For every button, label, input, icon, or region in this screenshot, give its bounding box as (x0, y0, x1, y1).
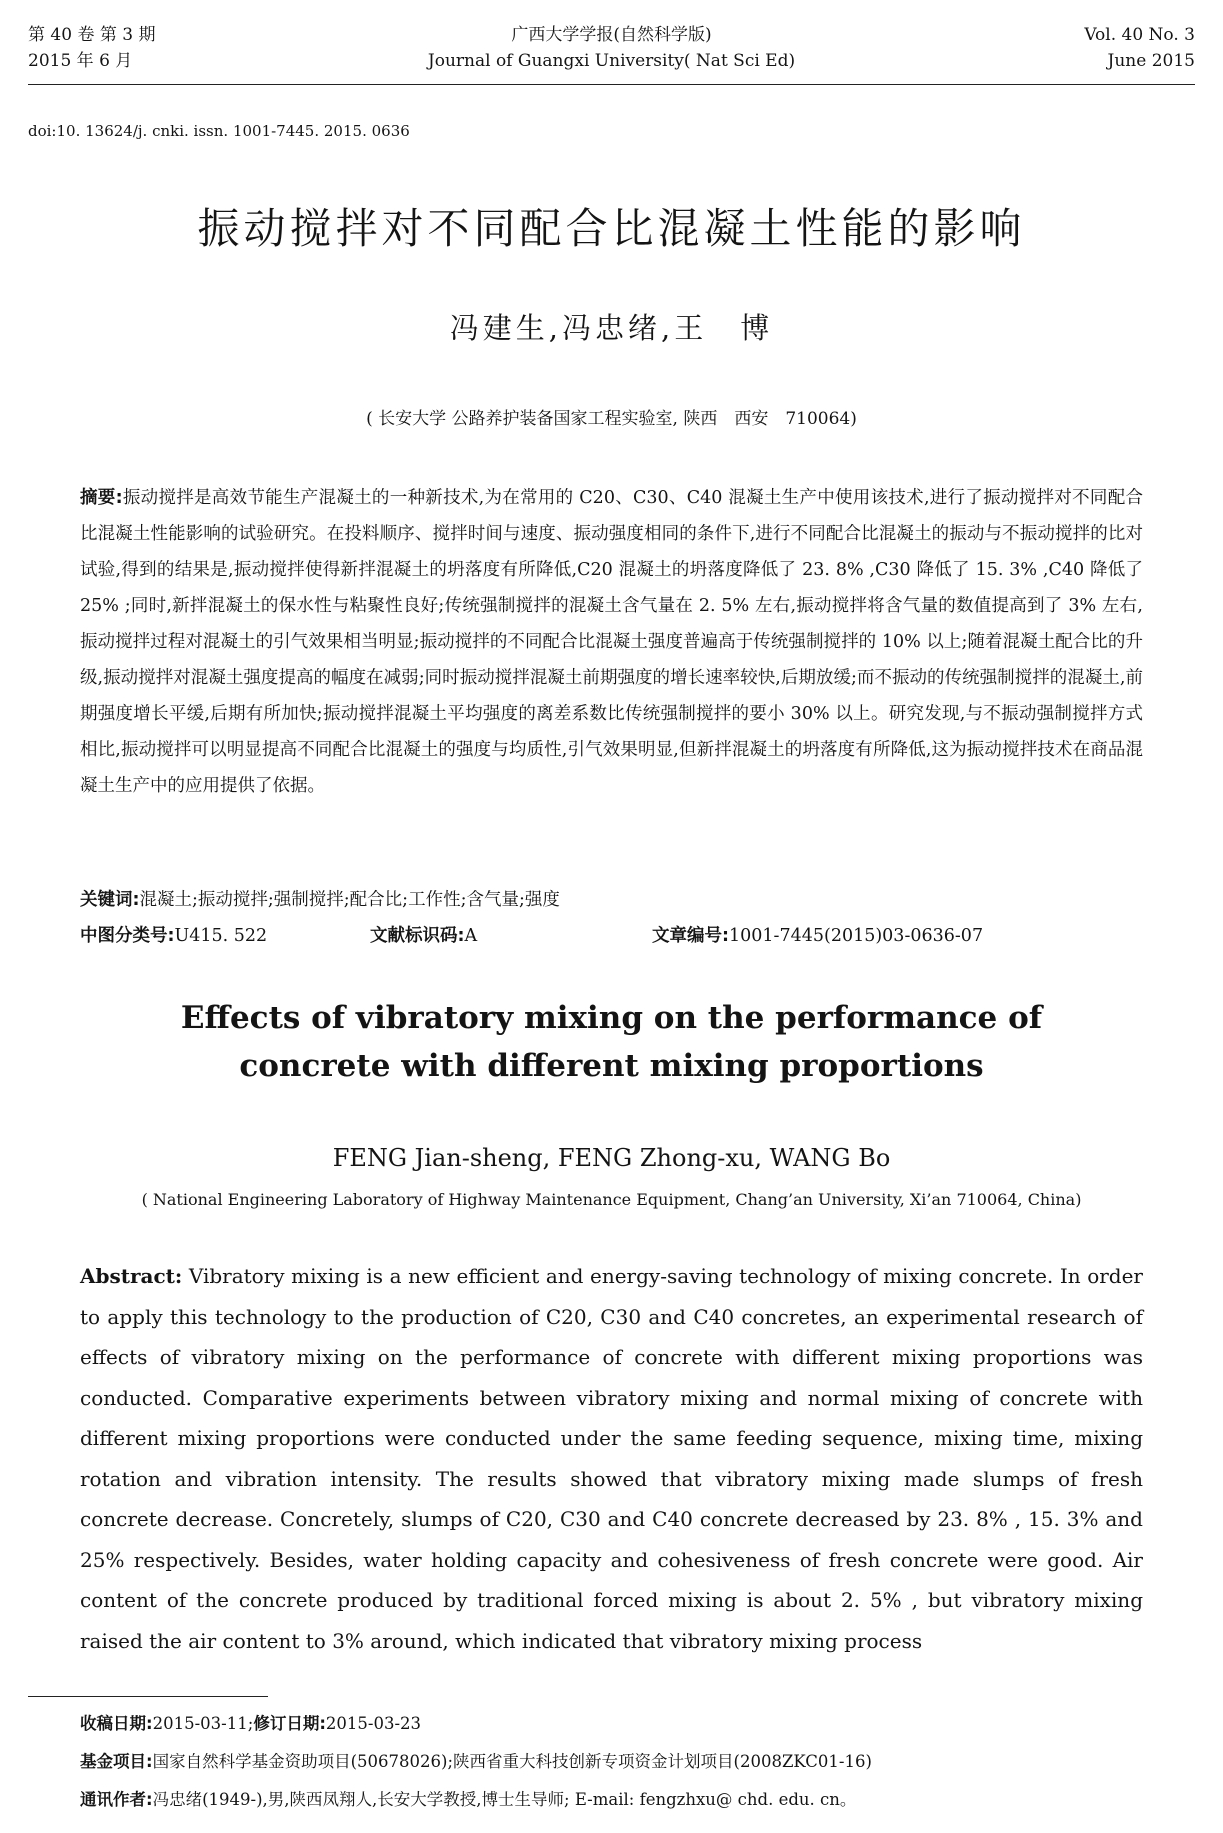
received-label: 收稿日期: (80, 1714, 153, 1733)
article-number (652, 922, 983, 947)
authors-cn: 冯建生,冯忠绪,王 博 (449, 311, 774, 345)
footnote-funding (80, 1748, 872, 1772)
header-divider (28, 84, 1195, 85)
keywords-cn-text: 混凝土;振动搅拌;强制搅拌;配合比;工作性;含气量;强度 (139, 890, 560, 910)
abstract-en-label: Abstract: (80, 1264, 183, 1288)
corr-value: 冯忠绪(1949-),男,陕西凤翔人,长安大学教授,博士生导师; E-mail: fengzhxu@ chd. edu. cn。 (152, 1790, 857, 1809)
clc-label: 中图分类号: (80, 926, 175, 946)
clc-value: U415. 522 (174, 926, 268, 946)
keywords-cn (80, 886, 560, 911)
volume-issue-cn: 第 40 卷 第 3 期 (28, 25, 156, 45)
authors-en: FENG Jian-sheng, FENG Zhong-xu, WANG Bo (332, 1144, 891, 1172)
fund-value: 国家自然科学基金资助项目(50678026);陕西省重大科技创新专项资金计划项目(2008ZKC01-16) (152, 1752, 872, 1771)
date-en: June 2015 (1107, 51, 1195, 71)
volume-issue-en: Vol. 40 No. 3 (1084, 25, 1195, 45)
footnote-dates (80, 1710, 421, 1734)
abstract-cn-text: 振动搅拌是高效节能生产混凝土的一种新技术,为在常用的 C20、C30、C40 混凝土生产中使用该技术,进行了振动搅拌对不同配合比混凝土性能影响的试验研究。在投料顺序、搅拌时间与速度、振动强度相同的条件下,进行不同配合比混凝土的振动与不振动搅拌的比对试验,得到的结果是,振动搅拌使得新拌混凝土的坍落度有所降低,C20 混凝土的坍落度降低了 23. 8% ,C30 降低了 15. 3% ,C40 降低了 25% ;同时,新拌混凝土的保水性与粘聚性良好;传统强制搅拌的混凝土含气量在 2. 5% 左右,振动搅拌将含气量的数值提高到了 3% 左右,振动搅拌过程对混凝土的引气效果相当明显;振动搅拌的不同配合比混凝土强度普遍高于传统强制搅拌的 10% 以上;随着混凝土配合比的升级,振动搅拌对混凝土强度提高的幅度在减弱;同时振动搅拌混凝土前期强度的增长速率较快,后期放缓;而不振动的传统强制搅拌的混凝土,前期强度增长平缓,后期有所加快;振动搅拌混凝土平均强度的离差系数比传统强制搅拌的要小 30% 以上。研究发现,与不振动强制搅拌方式相比,振动搅拌可以明显提高不同配合比混凝土的强度与均质性,引气效果明显,但新拌混凝土的坍落度有所降低,这为振动搅拌技术在商品混凝土生产中的应用提供了依据。 (80, 488, 1143, 796)
paper-title-en-line1: Effects of vibratory mixing on the performance of (180, 1000, 1043, 1036)
footnote-corresponding-author (80, 1786, 856, 1810)
affiliation-en: ( National Engineering Laboratory of Highway Maintenance Equipment, Chang’an University, Xi’an 710064, China) (141, 1190, 1082, 1209)
revised-value: 2015-03-23 (325, 1714, 422, 1733)
footnote-divider (28, 1696, 268, 1697)
journal-name (0, 22, 1223, 74)
classification-line (80, 922, 1143, 952)
paper-title-en-line2: concrete with different mixing proportions (239, 1048, 984, 1084)
abstract-en (80, 1256, 1143, 1661)
doc-code-value: A (464, 926, 478, 946)
received-value: 2015-03-11; (152, 1714, 254, 1733)
paper-title-cn: 振动搅拌对不同配合比混凝土性能的影响 (197, 204, 1026, 253)
journal-name-cn: 广西大学学报(自然科学版) (511, 25, 712, 45)
keywords-cn-label: 关键词: (80, 890, 140, 910)
abstract-cn (80, 480, 1143, 804)
article-number-value: 1001-7445(2015)03-0636-07 (729, 926, 984, 946)
document-code (370, 922, 477, 947)
article-number-label: 文章编号: (652, 926, 729, 946)
clc-number (80, 922, 267, 947)
revised-label: 修订日期: (253, 1714, 326, 1733)
paper-title-en (0, 994, 1223, 1090)
affiliation-cn: ( 长安大学 公路养护装备国家工程实验室, 陕西 西安 710064) (366, 409, 857, 429)
journal-name-en: Journal of Guangxi University( Nat Sci Ed) (427, 51, 796, 71)
corr-label: 通讯作者: (80, 1790, 153, 1809)
journal-volume-issue-en (1084, 22, 1195, 74)
fund-label: 基金项目: (80, 1752, 153, 1771)
abstract-en-text: Vibratory mixing is a new efficient and energy-saving technology of mixing concrete. In order to apply this technology to the production of C20, C30 and C40 concretes, an experimental research of effects of vibratory mixing on the performance of concrete with different mixing proportions was conducted. Comparative experiments between vibratory mixing and normal mixing of concrete with different mixing proportions were conducted under the same feeding sequence, mixing time, mixing rotation and vibration intensity. The results showed that vibratory mixing made slumps of fresh concrete decrease. Concretely, slumps of C20, C30 and C40 concrete decreased by 23. 8% , 15. 3% and 25% respectively. Besides, water holding capacity and cohesiveness of fresh concrete were good. Air content of the concrete produced by traditional forced mixing is about 2. 5% , but vibratory mixing raised the air content to 3% around, which indicated that vibratory mixing process (80, 1264, 1143, 1653)
date-cn: 2015 年 6 月 (28, 51, 133, 71)
doi: doi:10. 13624/j. cnki. issn. 1001-7445. 2015. 0636 (28, 122, 410, 140)
abstract-cn-label: 摘要: (80, 488, 123, 508)
doc-code-label: 文献标识码: (370, 926, 465, 946)
